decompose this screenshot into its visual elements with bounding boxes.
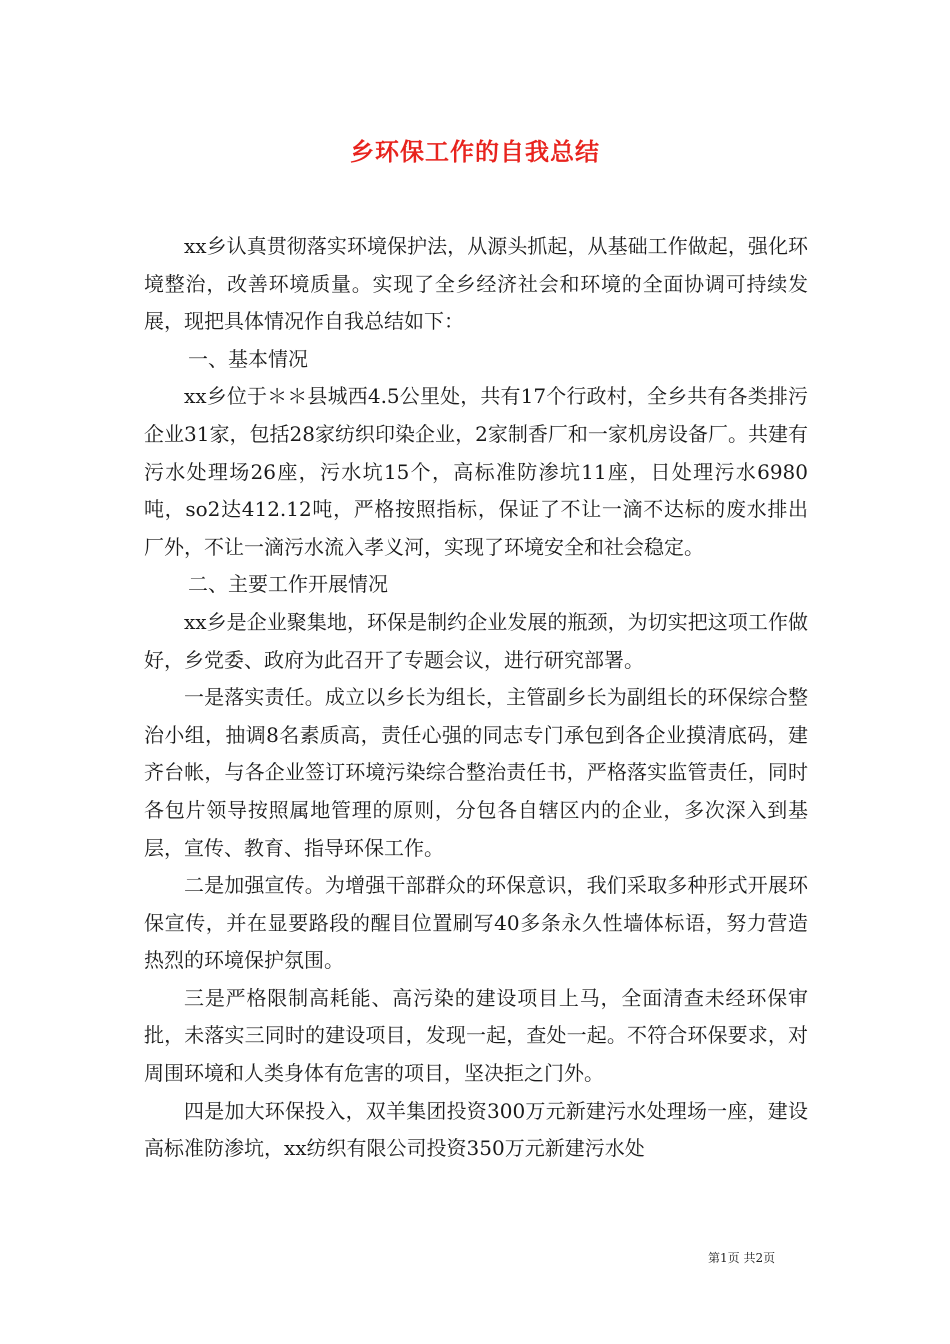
section-heading-basic: 一、基本情况 xyxy=(188,346,308,371)
main-work-intro-paragraph: xx乡是企业聚集地，环保是制约企业发展的瓶颈，为切实把这项工作做好，乡党委、政府为此召开了专题会议，进行研究部署。 xyxy=(144,609,808,672)
section-heading-main-work: 二、主要工作开展情况 xyxy=(188,572,388,597)
publicity-paragraph: 二是加强宣传。为增强干部群众的环保意识，我们采取多种形式开展环保宣传，并在显要路段的醒目位置刷写40多条永久性墙体标语，努力营造热烈的环境保护氛围。 xyxy=(144,873,808,973)
intro-paragraph: xx乡认真贯彻落实环境保护法，从源头抓起，从基础工作做起，强化环境整治，改善环境质量。实现了全乡经济社会和环境的全面协调可持续发展，现把具体情况作自我总结如下： xyxy=(144,234,808,334)
basic-situation-paragraph: xx乡位于＊＊县城西4.5公里处，共有17个行政村，全乡共有各类排污企业31家，包括28家纺织印染企业，2家制香厂和一家机房设备厂。共建有污水处理场26座，污水坑15个，高标准防渗坑11座，日处理污水6980吨，so2达412.12吨，严格按照指标，保证了不让一滴不达标的废水排出厂外，不让一滴污水流入孝义河，实现了环境安全和社会稳定。 xyxy=(144,384,808,559)
document-body xyxy=(144,228,808,1168)
responsibility-paragraph: 一是落实责任。成立以乡长为组长，主管副乡长为副组长的环保综合整治小组，抽调8名素质高，责任心强的同志专门承包到各企业摸清底码，建齐台帐，与各企业签订环境污染综合整治责任书，严格落实监管责任，同时各包片领导按照属地管理的原则，分包各自辖区内的企业，多次深入到基层，宣传、教育、指导环保工作。 xyxy=(144,685,808,860)
page-title: 乡环保工作的自我总结 xyxy=(350,138,600,166)
page-number: 第1页 共2页 xyxy=(708,1251,776,1265)
investment-paragraph: 四是加大环保投入，双羊集团投资300万元新建污水处理场一座，建设高标准防渗坑，xx纺织有限公司投资350万元新建污水处 xyxy=(144,1098,808,1161)
project-restriction-paragraph: 三是严格限制高耗能、高污染的建设项目上马，全面清查未经环保审批，未落实三同时的建设项目，发现一起，查处一起。不符合环保要求，对周围环境和人类身体有危害的项目，坚决拒之门外。 xyxy=(144,985,808,1086)
